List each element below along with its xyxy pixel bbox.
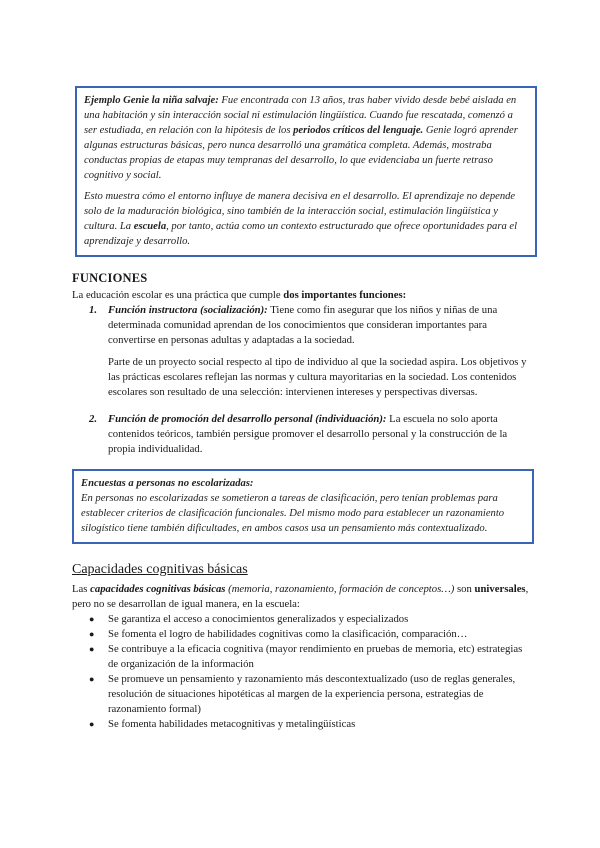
- survey-text: En personas no escolarizadas se sometieron a tareas de clasificación, pero tenían problemas para establecer criterios de clasificación funcionales. Del mismo modo para establecer un razonamiento silogístico tiene también dificultades, en ambos casos usa un pensamiento más contextualizado.: [81, 493, 505, 534]
- intro-examples: (memoria, razonamiento, formación de conceptos…): [225, 583, 455, 595]
- list-item: [72, 717, 534, 732]
- bullet-icon: ●: [89, 674, 95, 684]
- environment-text-a: Esto muestra cómo el entorno influye de manera decisiva en el desarrollo. El aprendizaje no depende solo de la maduración biológica, sino también de la interacción social, estimulación lingüística y cultura. La: [84, 191, 516, 232]
- list-number: 2.: [89, 413, 98, 425]
- genie-text-a: Fue encontrada con 13 años, tras haber vivido desde bebé aislada en una habitación y sin interacción social ni estimulación lingüística. Cuando fue rescatada, comenzó a ser estudiada, en relación con la hipótesis de los: [84, 95, 517, 136]
- function-text: Tiene como fin asegurar que los niños y niñas de una determinada comunidad aprendan de los conocimientos que consideran importantes para convertirse en personas adultas y adaptadas a la sociedad.: [108, 304, 498, 346]
- funciones-list: [72, 303, 534, 457]
- bullet-text: Se garantiza el acceso a conocimientos generalizados y especializados: [108, 613, 409, 625]
- bullet-icon: ●: [89, 629, 95, 639]
- genie-title: Ejemplo Genie la niña salvaje:: [84, 95, 219, 106]
- bullet-icon: ●: [89, 719, 95, 729]
- school-term: escuela: [133, 221, 167, 232]
- document-page: [72, 86, 534, 732]
- genie-example-box: [75, 86, 537, 257]
- funciones-intro-bold: dos importantes funciones:: [283, 289, 407, 301]
- funciones-intro: [72, 288, 534, 303]
- intro-term: capacidades cognitivas básicas: [90, 583, 226, 595]
- funciones-heading: FUNCIONES: [72, 271, 148, 285]
- list-item: [72, 303, 534, 400]
- intro-text-b: son: [454, 583, 475, 595]
- intro-universal: universales: [474, 583, 526, 595]
- bullet-icon: ●: [89, 644, 95, 654]
- funciones-intro-text: La educación escolar es una práctica que cumple: [72, 289, 284, 301]
- list-number: 1.: [89, 304, 98, 316]
- list-item: [72, 672, 534, 717]
- function-title: Función de promoción del desarrollo personal (individuación):: [108, 413, 387, 425]
- bullet-text: Se promueve un pensamiento y razonamiento más descontextualizado (uso de reglas generales, resolución de situaciones hipotéticas al margen de la experiencia persona, estrategias de razonamiento formal): [108, 673, 516, 715]
- list-item: [72, 412, 534, 457]
- capacidades-intro: [72, 582, 534, 612]
- bullet-icon: ●: [89, 614, 95, 624]
- capacidades-heading: Capacidades cognitivas básicas: [72, 562, 248, 577]
- capacidades-list: [72, 612, 534, 732]
- function-subparagraph: Parte de un proyecto social respecto al tipo de individuo al que la sociedad aspira. Los objetivos y las prácticas escolares reflejan las normas y cultura mayoritarias en la sociedad. Los contenidos escolares son resultado de una selección: intervienen intereses y perspectivas diversas.: [108, 356, 527, 398]
- list-item: [72, 642, 534, 672]
- survey-box: [72, 469, 534, 544]
- genie-text-b: Genie logró aprender algunas estructuras básicas, pero nunca desarrolló una gramática completa. Además, mostraba conductas propias de etapas muy tempranas del desarrollo, lo que evidenciaba un fuerte retraso cognitivo y social.: [84, 125, 518, 181]
- survey-title: Encuestas a personas no escolarizadas:: [81, 478, 254, 489]
- bullet-text: Se fomenta el logro de habilidades cognitivas como la clasificación, comparación…: [108, 628, 468, 640]
- critical-periods-term: periodos críticos del lenguaje.: [293, 125, 424, 136]
- genie-paragraph: [84, 93, 528, 183]
- function-title: Función instructora (socialización):: [108, 304, 268, 316]
- environment-paragraph: [84, 189, 528, 249]
- bullet-text: Se contribuye a la eficacia cognitiva (mayor rendimiento en pruebas de memoria, etc) estrategias de organización de la información: [108, 643, 523, 670]
- environment-text-b: , por tanto, actúa como un contexto estructurado que ofrece oportunidades para el aprendizaje y desarrollo.: [84, 221, 518, 247]
- intro-text-a: Las: [72, 583, 91, 595]
- function-text: La escuela no solo aporta contenidos teóricos, también persigue promover el desarrollo personal y la construcción de la propia individualidad.: [108, 413, 508, 455]
- list-item: [72, 627, 534, 642]
- bullet-text: Se fomenta habilidades metacognitivas y metalingüísticas: [108, 718, 356, 730]
- list-item: [72, 612, 534, 627]
- intro-text-c: , pero no se desarrollan de igual manera, en la escuela:: [72, 583, 529, 610]
